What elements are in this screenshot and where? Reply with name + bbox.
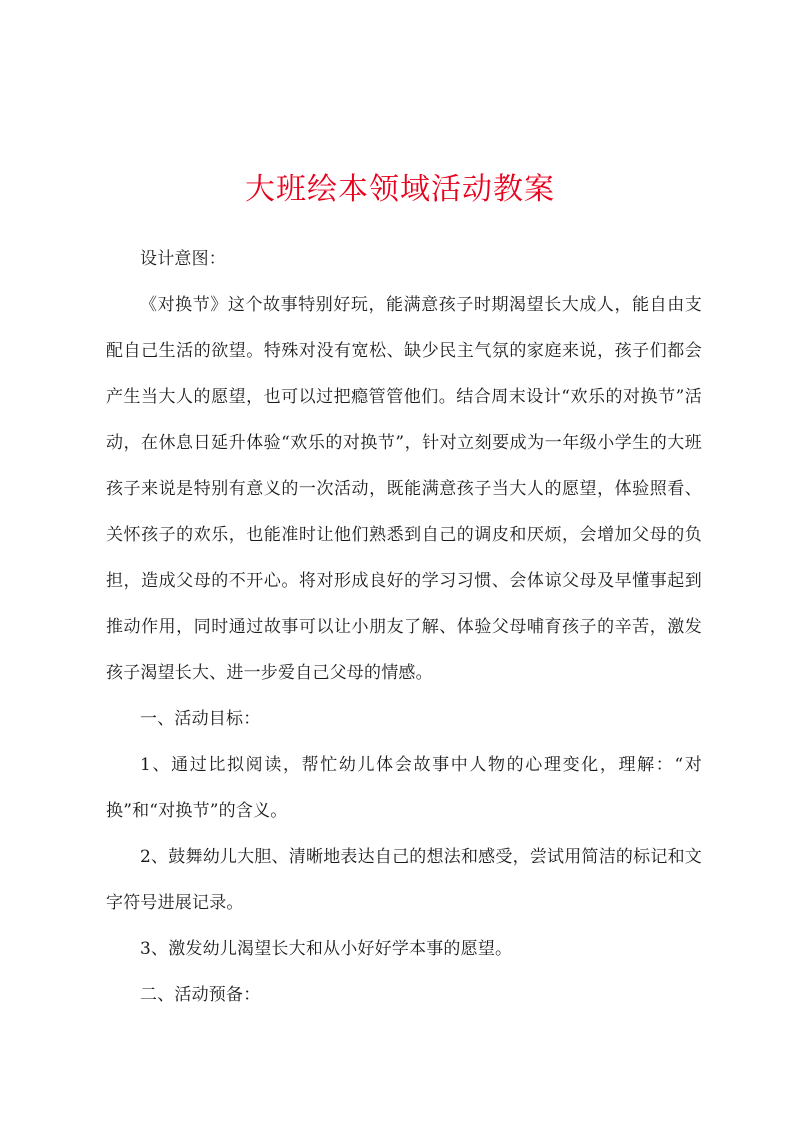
paragraph-design-intent: 《对换节》这个故事特别好玩，能满意孩子时期渴望长大成人，能自由支配自己生活的欲望。特殊对没有宽松、缺少民主气氛的家庭来说，孩子们都会产生当大人的愿望，也可以过把瘾管管他们。结合周末设计“欢乐的对换节”活动，在休息日延升体验“欢乐的对换节”，针对立刻要成为一年级小学生的大班孩子来说是特别有意义的一次活动，既能满意孩子当大人的愿望，体验照看、关怀孩子的欢乐，也能准时让他们熟悉到自己的调皮和厌烦，会增加父母的负担，造成父母的不开心。将对形成良好的学习习惯、会体谅父母及早懂事起到推动作用，同时通过故事可以让小朋友了解、体验父母哺育孩子的辛苦，激发孩子渴望长大、进一步爱自己父母的情感。: [106, 295, 702, 683]
paragraph-preparation-heading: 二、活动预备：: [140, 985, 261, 1005]
paragraph-goal-3: 3、激发幼儿渴望长大和从小好好学本事的愿望。: [140, 939, 513, 959]
paragraph-design-intent-heading: 设计意图：: [140, 249, 226, 269]
paragraph-goal-2: 2、鼓舞幼儿大胆、清晰地表达自己的想法和感受，尝试用简洁的标记和文字符号进展记录。: [106, 847, 702, 913]
document-title: 大班绘本领域活动教案: [245, 172, 555, 207]
document-body: [106, 236, 702, 1018]
paragraph-goal-1: 1、通过比拟阅读，帮忙幼儿体会故事中人物的心理变化，理解：“对换”和“对换节”的含义。: [106, 755, 702, 821]
paragraph-goals-heading: 一、活动目标：: [140, 709, 261, 729]
